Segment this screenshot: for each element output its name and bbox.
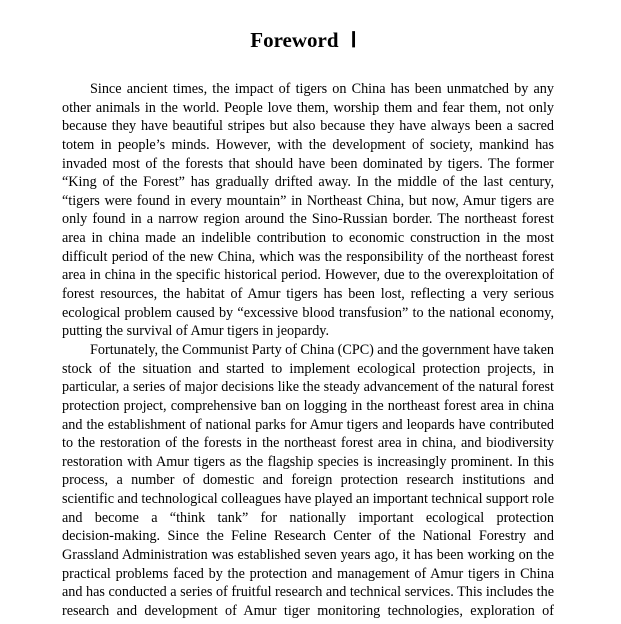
text-line: forest resources, the habitat of Amur tigers has been lost, reflecting a very serious [62,286,554,303]
text-line-row [62,565,554,584]
text-line-row [62,602,554,621]
text-line: “tigers were found in every mountain” in Northeast China, but now, Amur tigers are [62,192,554,209]
text-line: and become a “think tank” for nationally important ecological protection [62,509,554,526]
text-line: totem in people’s minds. However, with the development of society, mankind has [62,136,554,153]
text-line: other animals in the world. People love them, worship them and fear them, not only [62,99,554,116]
text-line: area in china in the specific historical period. However, due to the overexploitation of [62,267,554,284]
text-line: Fortunately, the Communist Party of China (CPC) and the government have taken [90,341,554,358]
text-line: putting the survival of Amur tigers in jeopardy. [62,323,330,340]
title-numeral: Ⅰ [350,28,357,52]
text-line: process, a number of domestic and foreign protection research institutions and [62,472,554,489]
text-line-row [62,360,554,379]
text-line-row [62,136,554,155]
text-line: invaded most of the forests that should have been dominated by tigers. The former [62,155,554,172]
text-line: Grassland Administration was established seven years ago, it has been working on the [62,547,554,564]
text-line-row [62,509,554,528]
text-line-row [62,117,554,136]
text-line: scientific and technological colleagues have played an important technical support role [62,491,554,508]
text-line-row [62,80,554,99]
text-line: only found in a narrow region around the Sino-Russian border. The northeast forest [62,211,554,228]
text-line: restoration with Amur tigers as the flagship species is increasingly prominent. In this [62,453,554,470]
document-body [62,80,554,621]
title-text: Foreword [250,28,339,52]
text-line-row [62,173,554,192]
text-line: protection project, comprehensive ban on logging in the northeast forest area in china [62,397,554,414]
text-line: to the restoration of the forests in the northeast forest area in china, and biodiversity [62,435,554,452]
text-line: and has conducted a series of fruitful research and technical services. This includes the [62,584,554,601]
text-line-row [62,527,554,546]
text-line: area in china made an indelible contribution to economic construction in the most [62,230,554,247]
text-line: ecological problem caused by “excessive blood transfusion” to the national economy, [62,304,554,321]
text-line-row [62,155,554,174]
text-line: stock of the situation and started to implement ecological protection projects, in [62,360,554,377]
text-line-row [62,248,554,267]
text-line-row [62,546,554,565]
page-title [0,27,607,53]
text-line: and the establishment of national parks for Amur tigers and leopards have contributed [62,416,554,433]
text-line-row [62,378,554,397]
text-line-row [62,229,554,248]
text-line-row [62,210,554,229]
text-line: difficult period of the new China, which was the responsibility of the northeast forest [62,248,554,265]
text-line-row [62,266,554,285]
paragraph [62,341,554,621]
paragraph [62,80,554,341]
text-line: “King of the Forest” has gradually drifted away. In the middle of the last century, [62,174,554,191]
text-line: because they have beautiful stripes but also because they have always been a sacred [62,118,554,135]
text-line: research and development of Amur tiger monitoring technologies, exploration of [62,602,554,619]
text-line-row [62,304,554,323]
text-line: particular, a series of major decisions like the steady advancement of the natural forest [62,379,554,396]
text-line-row [62,322,554,341]
text-line-row [62,416,554,435]
text-line-row [62,490,554,509]
text-line-row [62,285,554,304]
text-line-row [62,434,554,453]
text-line-row [62,453,554,472]
text-line-row [62,471,554,490]
text-line-row [62,583,554,602]
text-line-row [62,341,554,360]
text-line-row [62,397,554,416]
text-line: decision-making. Since the Feline Research Center of the National Forestry and [62,528,554,545]
text-line: practical problems faced by the protection and management of Amur tigers in China [62,565,554,582]
text-line-row [62,192,554,211]
text-line-row [62,99,554,118]
text-line: Since ancient times, the impact of tigers on China has been unmatched by any [90,81,554,97]
